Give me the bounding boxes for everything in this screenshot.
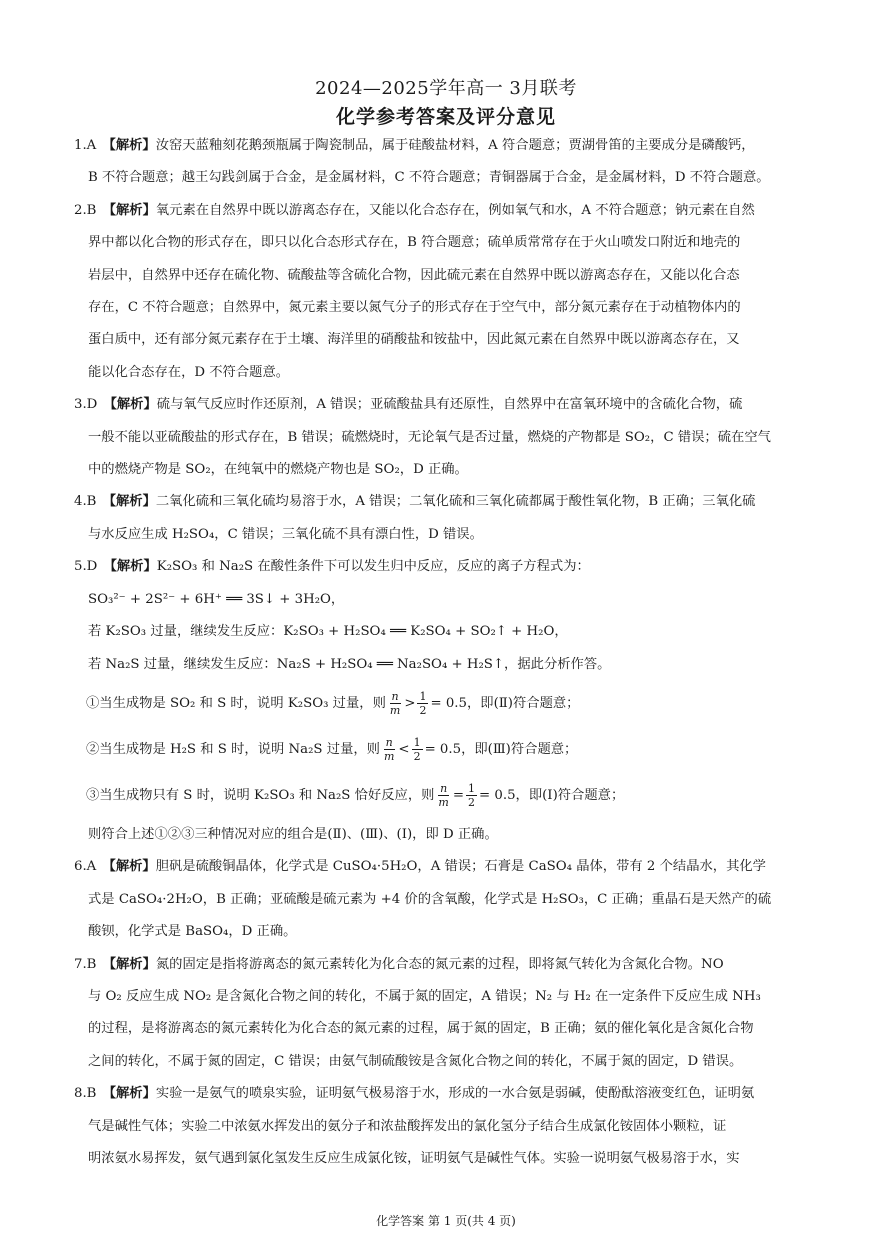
- denominator: m: [389, 703, 401, 717]
- page-title: 2024—2025学年高一 3月联考: [315, 78, 577, 99]
- answer-text-line: 中的燃烧产物是 SO₂，在纯氧中的燃烧产物也是 SO₂，D 正确。: [88, 462, 468, 478]
- denominator: 2: [413, 749, 421, 763]
- answer-text-line: 存在，C 不符合题意；自然界中，氮元素主要以氮气分子的形式存在于空气中，部分氮元素存在于动植物体内的: [88, 300, 741, 316]
- case-2: [74, 727, 822, 773]
- case-text: = 0.5，即(Ⅰ)符合题意；: [479, 787, 625, 803]
- answer-text: 汝窑天蓝釉刻花鹅颈瓶属于陶瓷制品，属于硅酸盐材料，A 符合题意；贾湖骨笛的主要成分是磷酸钙，: [155, 138, 755, 153]
- answer-text-line: 一般不能以亚硫酸盐的形式存在，B 错误；硫燃烧时，无论氧气是否过量，燃烧的产物都是 SO₂，C 错误；硫在空气: [88, 429, 771, 445]
- answer-text: 二氧化硫和三氧化硫均易溶于水，A 错误；二氧化硫和三氧化硫都属于酸性氧化物，B 正确；三氧化硫: [155, 494, 756, 510]
- answer-conclusion: 则符合上述①②③三种情况对应的组合是(Ⅱ)、(Ⅲ)、(Ⅰ)，即 D 正确。: [88, 826, 498, 842]
- answer-text-line: 之间的转化，不属于氮的固定，C 错误；由氨气制硫酸铵是含氮化合物之间的转化，不属于氮的固定，D 错误。: [88, 1053, 743, 1069]
- page-subtitle: 化学参考答案及评分意见: [335, 106, 556, 128]
- answer-number: 2.B: [74, 202, 97, 218]
- denominator: 2: [468, 795, 476, 809]
- answer-text-line: 界中都以化合物的形式存在，即只以化合态形式存在，B 符合题意；硫单质常常存在于火山喷发口附近和地壳的: [88, 235, 741, 251]
- case-text: ③当生成物只有 S 时，说明 K₂SO₃ 和 Na₂S 恰好反应，则: [86, 787, 435, 803]
- numerator: 1: [413, 735, 421, 749]
- answer-text-line: 的过程，是将游离态的氮元素转化为化合态的氮元素的过程，属于氮的固定，B 正确；氨的催化氧化是含氮化合物: [88, 1021, 754, 1037]
- denominator: m: [438, 795, 449, 809]
- answer-6: [74, 851, 822, 883]
- fraction-one-half: [466, 782, 477, 809]
- answer-text-line: 能以化合态存在，D 不符合题意。: [88, 364, 290, 380]
- answer-number: 6.A: [74, 859, 97, 875]
- denominator: m: [383, 749, 395, 763]
- answer-text-line: 蛋白质中，还有部分氮元素存在于土壤、海洋里的硝酸盐和铵盐中，因此氮元素在自然界中既以游离态存在，又: [88, 332, 740, 348]
- numerator: n: [391, 689, 399, 703]
- analysis-tag: 【解析】: [102, 859, 156, 875]
- analysis-tag: 【解析】: [103, 397, 157, 413]
- answer-text-line: 式是 CaSO₄·2H₂O，B 正确；亚硫酸是硫元素为 +4 价的含氧酸，化学式是 H₂SO₃，C 正确；重晶石是天然产的硫: [88, 891, 772, 907]
- denominator: 2: [419, 703, 427, 717]
- answer-number: 1.A: [74, 138, 97, 153]
- answer-text: 硫与氧气反应时作还原剂，A 错误；亚硫酸盐具有还原性，自然界中在富氧环境中的含硫化合物，硫: [156, 397, 743, 413]
- numerator: 1: [468, 781, 476, 795]
- answer-number: 5.D: [74, 559, 98, 575]
- answer-text: 氮的固定是指将游离态的氮元素转化为化合态的氮元素的过程，即将氮气转化为含氮化合物。NO: [155, 956, 724, 972]
- analysis-tag: 【解析】: [102, 202, 156, 218]
- answer-text-line: 气是碱性气体；实验二中浓氨水挥发出的氨分子和浓盐酸挥发出的氯化氢分子结合生成氯化铵固体小颗粒，证: [88, 1118, 727, 1134]
- case-text: ①当生成物是 SO₂ 和 S 时，说明 K₂SO₃ 过量，则: [86, 695, 386, 711]
- answer-number: 3.D: [74, 397, 98, 413]
- answer-3: [74, 389, 822, 421]
- answer-1: [74, 130, 822, 162]
- case-text: ②当生成物是 H₂S 和 S 时，说明 Na₂S 过量，则: [86, 741, 380, 757]
- answer-5: [74, 551, 822, 583]
- fraction-n-over-m: [436, 782, 450, 809]
- case-text: = 0.5，即(Ⅲ)符合题意；: [424, 741, 578, 757]
- relation-symbol: >: [404, 695, 416, 711]
- fraction-n-over-m: [388, 690, 402, 717]
- answer-text: K₂SO₃ 和 Na₂S 在酸性条件下可以发生归中反应，反应的离子方程式为：: [156, 559, 590, 575]
- answer-number: 7.B: [74, 956, 97, 972]
- fraction-one-half: [412, 736, 423, 763]
- answer-text-line: 酸钡，化学式是 BaSO₄，D 正确。: [88, 924, 297, 940]
- numerator: n: [440, 781, 448, 795]
- analysis-tag: 【解析】: [102, 956, 156, 972]
- numerator: n: [385, 735, 393, 749]
- answer-text-line: 与 O₂ 反应生成 NO₂ 是含氮化合物之间的转化，不属于氮的固定，A 错误；N₂ 与 H₂ 在一定条件下反应生成 NH₃: [88, 988, 761, 1004]
- answer-7: [74, 949, 822, 981]
- numerator: 1: [419, 689, 427, 703]
- relation-symbol: =: [452, 787, 465, 803]
- analysis-tag: 【解析】: [102, 494, 156, 510]
- answer-content: [74, 130, 822, 1175]
- case-text: = 0.5，即(Ⅱ)符合题意；: [430, 695, 580, 711]
- case-1: [74, 681, 822, 727]
- reaction-equation: 若 Na₂S 过量，继续发生反应：Na₂S + H₂SO₄ ══ Na₂SO₄ + H₂S↑，据此分析作答。: [88, 656, 611, 672]
- answer-4: [74, 486, 822, 518]
- answer-text-line: 岩层中，自然界中还存在硫化物、硫酸盐等含硫化合物，因此硫元素在自然界中既以游离态存在，又能以化合态: [88, 267, 740, 283]
- analysis-tag: 【解析】: [102, 1086, 156, 1102]
- analysis-tag: 【解析】: [103, 559, 157, 575]
- answer-8: [74, 1078, 822, 1110]
- answer-text-line: 与水反应生成 H₂SO₄，C 错误；三氧化硫不具有漂白性，D 错误。: [88, 526, 483, 542]
- relation-symbol: <: [398, 741, 410, 757]
- fraction-one-half: [417, 690, 428, 717]
- answer-number: 8.B: [74, 1086, 97, 1102]
- reaction-equation: 若 K₂SO₃ 过量，继续发生反应：K₂SO₃ + H₂SO₄ ══ K₂SO₄ + SO₂↑ + H₂O，: [88, 624, 568, 640]
- answer-text: 胆矾是硫酸铜晶体，化学式是 CuSO₄·5H₂O，A 错误；石膏是 CaSO₄ 晶体，带有 2 个结晶水，其化学: [155, 859, 766, 875]
- answer-2: [74, 195, 822, 227]
- analysis-tag: 【解析】: [102, 138, 156, 153]
- answer-number: 4.B: [74, 494, 97, 510]
- fraction-n-over-m: [382, 736, 396, 763]
- answer-text: 氧元素在自然界中既以游离态存在，又能以化合态存在，例如氧气和水，A 不符合题意；钠元素在自然: [155, 202, 755, 218]
- answer-text-line: B 不符合题意；越王勾践剑属于合金，是金属材料，C 不符合题意；青铜器属于合金，是金属材料，D 不符合题意。: [88, 170, 770, 186]
- ionic-equation: SO₃²⁻ + 2S²⁻ + 6H⁺ ══ 3S↓ + 3H₂O，: [88, 591, 345, 607]
- page-footer: 化学答案 第 1 页(共 4 页): [376, 1214, 516, 1228]
- case-3: [74, 773, 822, 819]
- answer-text-line: 明浓氨水易挥发，氨气遇到氯化氢发生反应生成氯化铵，证明氨气是碱性气体。实验一说明氨气极易溶于水，实: [88, 1150, 740, 1166]
- answer-text: 实验一是氨气的喷泉实验，证明氨气极易溶于水，形成的一水合氨是弱碱，使酚酞溶液变红色，证明氨: [155, 1086, 755, 1102]
